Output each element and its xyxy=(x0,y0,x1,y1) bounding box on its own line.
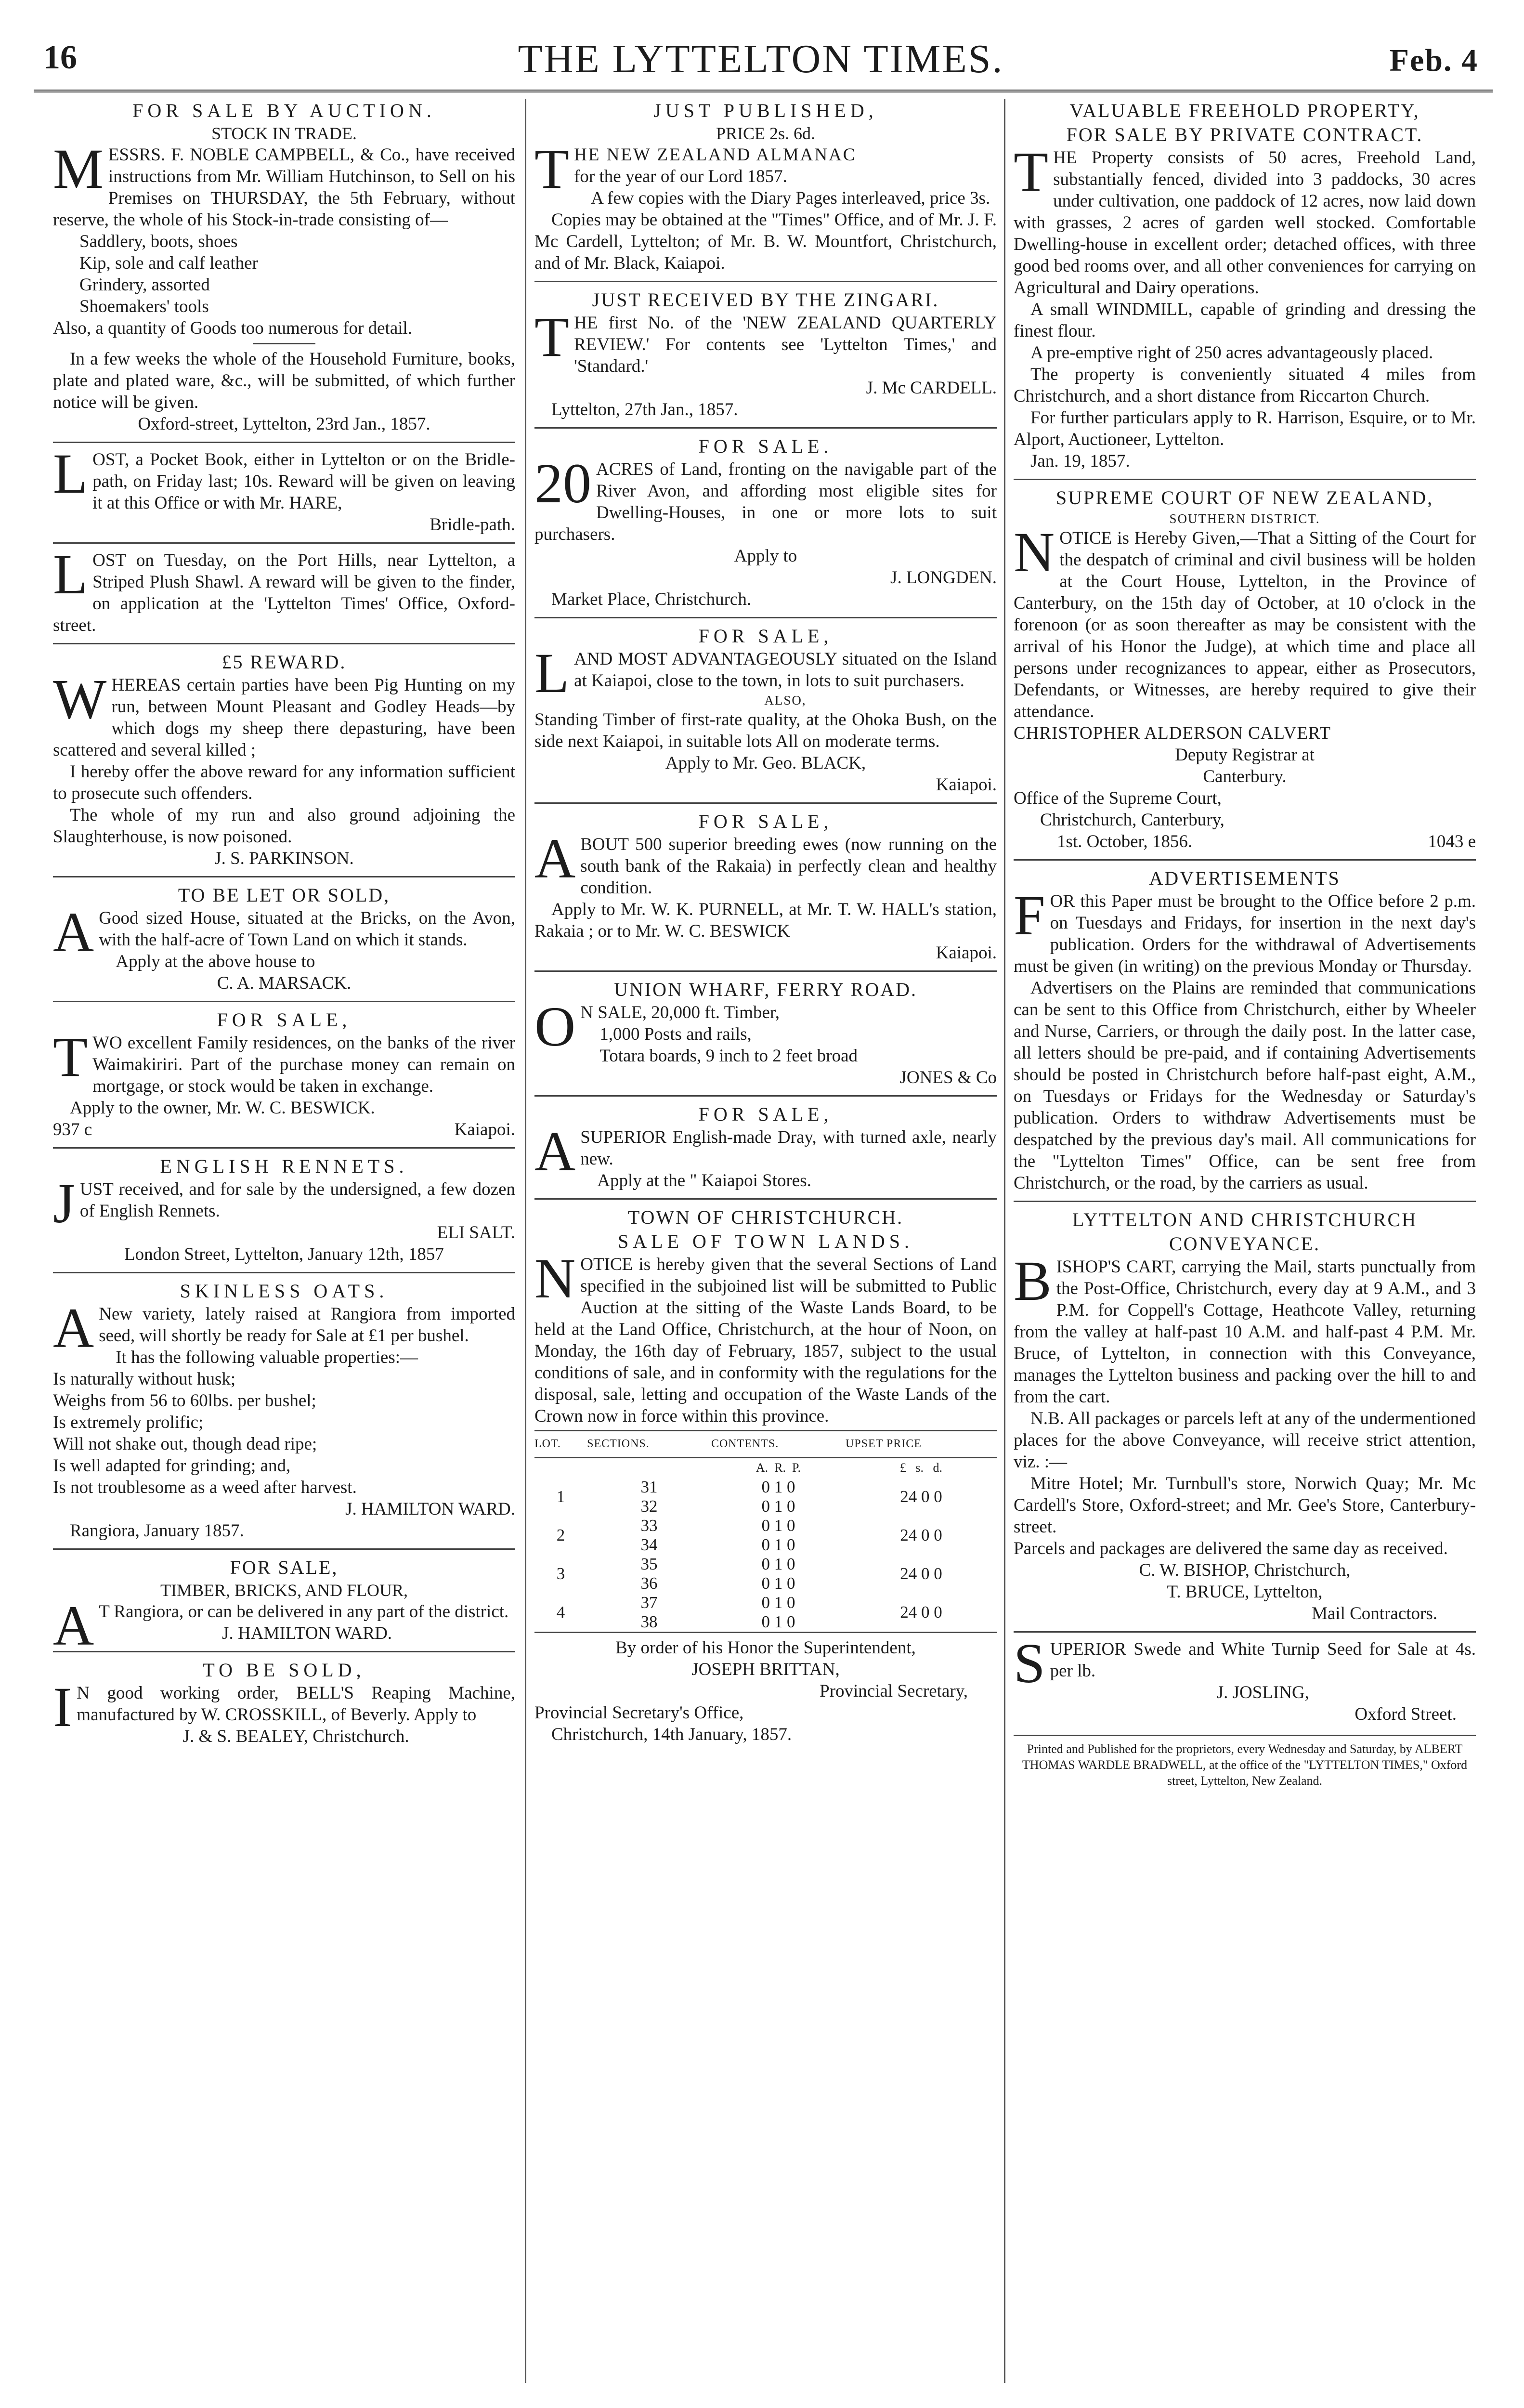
ad-text: Mitre Hotel; Mr. Turnbull's store, Norwich Quay; Mr. Mc Cardell's Store, Oxford-street; and Mr. Gee's Store, Canterbury-street. xyxy=(1014,1474,1476,1537)
ad-text: The whole of my run and also ground adjoining the Slaughterhouse, is now poisoned. xyxy=(53,805,515,847)
ad-body: AND MOST ADVANTAGEOUSLY situated on the Island at Kaiapoi, close to the town, in lots to suit purchasers. xyxy=(574,649,997,691)
ad-union-wharf xyxy=(534,978,997,1088)
ad-body: OR this Paper must be brought to the Office before 2 p.m. on Tuesdays and Fridays, for insertion in the next day's publication. Orders for the withdrawal of Advertisements must be given (in writing) on the previous Monday or Thursday. xyxy=(1014,891,1476,976)
newspaper-title: THE LYTTELTON TIMES. xyxy=(518,37,1004,81)
table-header: UPSET PRICE xyxy=(846,1431,997,1458)
ad-body: UPERIOR Swede and White Turnip Seed for Sale at 4s. per lb. xyxy=(1050,1639,1476,1681)
ad-skinless-oats xyxy=(53,1279,515,1542)
ad-footer: Lyttelton, 27th Jan., 1857. xyxy=(551,400,738,419)
divider xyxy=(1014,1201,1476,1202)
ad-place: Oxford Street. xyxy=(1355,1704,1457,1724)
ad-body: ISHOP'S CART, carrying the Mail, starts punctually from the Post-Office, Christchurch, every day at 9 A.M., and 3 P.M. for Coppell's Cottage, Heathcote Valley, returning from the valley at half-past 10 A.M. and half-past 4 P.M. Mr. Bruce, of Lyttelton, in connection with this Conveyance, manages the Lyttelton business and packing over the hill to and from the cart. xyxy=(1014,1257,1476,1407)
ad-signoff: J. Mc CARDELL. xyxy=(866,378,997,398)
upset-price: 24 0 0 xyxy=(900,1603,942,1622)
table-header: SECTIONS. xyxy=(587,1431,711,1458)
ad-date: 1st. October, 1856. xyxy=(1057,832,1193,851)
list-item: Weighs from 56 to 60lbs. per bushel; xyxy=(53,1391,316,1411)
ad-subheading: TIMBER, BRICKS, AND FLOUR, xyxy=(160,1581,408,1600)
ad-text: In a few weeks the whole of the Household Furniture, books, plate and plated ware, &c., will be submitted, of which further notice will be given. xyxy=(53,349,515,412)
ad-heading: UNION WHARF, FERRY ROAD. xyxy=(614,979,917,1000)
ad-footer: Jan. 19, 1857. xyxy=(1030,451,1130,471)
ad-dray xyxy=(534,1102,997,1191)
ad-heading: £5 REWARD. xyxy=(221,651,347,673)
ad-line: 1,000 Posts and rails, xyxy=(599,1024,752,1044)
ad-place: Kaiapoi. xyxy=(936,943,997,963)
divider xyxy=(53,1001,515,1002)
ad-title-line: HE NEW ZEALAND ALMANAC xyxy=(574,145,857,165)
upset-price: 24 0 0 xyxy=(900,1526,942,1544)
ad-place: Kaiapoi. xyxy=(936,775,997,795)
table-header: LOT. xyxy=(534,1431,587,1458)
divider xyxy=(253,343,315,344)
ad-first-line: ESSRS. F. NOBLE CAMPBELL xyxy=(108,145,350,165)
drop-cap: A xyxy=(53,1296,94,1360)
table-row xyxy=(534,1516,997,1555)
ad-lost-shawl xyxy=(53,543,515,636)
page-number: 16 xyxy=(43,39,77,76)
ad-to-let xyxy=(53,883,515,994)
ad-ref-line xyxy=(53,1119,515,1140)
ad-signoff: J. JOSLING, xyxy=(1216,1683,1309,1702)
ad-heading: JUST PUBLISHED, xyxy=(653,100,878,121)
divider xyxy=(53,643,515,644)
ad-body: HE first No. of the 'NEW ZEALAND QUARTERLY REVIEW.' For contents see 'Lyttelton Times,' and 'Standard.' xyxy=(574,313,997,376)
ad-office: Office of the Supreme Court, xyxy=(1014,788,1222,808)
drop-cap: B xyxy=(1014,1249,1052,1312)
ad-text: The property is conveniently situated 4 miles from Christchurch, and a short distance from Riccarton Church. xyxy=(1014,365,1476,406)
ad-timber-bricks-flour xyxy=(53,1556,515,1657)
list-item: Is well adapted for grinding; and, xyxy=(53,1456,291,1476)
masthead xyxy=(34,34,1488,87)
divider xyxy=(53,1548,515,1550)
ad-ref: 1043 e xyxy=(1428,832,1476,851)
ad-title: Provincial Secretary, xyxy=(820,1681,968,1701)
ad-office: Christchurch, Canterbury, xyxy=(1040,810,1224,830)
issue-date: Feb. 4 xyxy=(1389,43,1478,78)
ad-office: Provincial Secretary's Office, xyxy=(534,1703,744,1723)
ad-text: Also, a quantity of Goods too numerous for detail. xyxy=(53,318,413,338)
ad-heading: FOR SALE, xyxy=(217,1009,352,1031)
section: 38 xyxy=(640,1612,658,1631)
ad-text: For further particulars apply to R. Harrison, Esquire, or to Mr. Alport, Auctioneer, Lyttelton. xyxy=(1014,408,1476,449)
ad-signoff: Mail Contractors. xyxy=(1311,1604,1437,1623)
divider xyxy=(534,1095,997,1097)
table-header-row xyxy=(534,1431,997,1458)
ad-signoff: C. W. BISHOP, Christchurch, xyxy=(1139,1560,1351,1580)
divider xyxy=(53,1651,515,1652)
divider xyxy=(534,617,997,618)
ad-body: N good working order, BELL'S Reaping Machine, manufactured by W. CROSSKILL, of Beverly. Apply to xyxy=(77,1683,515,1725)
ad-heading: FOR SALE, xyxy=(698,625,833,647)
ad-body: , & Co., have received instructions from Mr. William Hutchinson, to Sell on his Premises on THURSDAY, the 5th February, without reserve, the whole of his Stock-in-trade consisting of— xyxy=(53,145,515,230)
unit: d. xyxy=(933,1461,943,1475)
ad-signoff: Oxford-street, Lyttelton, 23rd Jan., 1857. xyxy=(138,414,430,434)
ad-signoff: J. LONGDEN. xyxy=(890,568,997,588)
oats-properties xyxy=(53,1368,515,1498)
divider xyxy=(534,1198,997,1200)
column-1 xyxy=(53,99,515,2402)
drop-cap: A xyxy=(53,901,94,964)
divider xyxy=(53,1272,515,1273)
ad-heading: TOWN OF CHRISTCHURCH. xyxy=(627,1206,904,1228)
ad-text: A few copies with the Diary Pages interleaved, price 3s. xyxy=(591,188,990,208)
table-row xyxy=(534,1478,997,1516)
ad-body: Good sized House, situated at the Bricks, on the Avon, with the half-acre of Town Land on which it stands. xyxy=(99,908,515,950)
ad-residences xyxy=(53,1008,515,1140)
drop-cap: S xyxy=(1014,1632,1045,1695)
ad-text: A small WINDMILL, capable of grinding and dressing the finest flour. xyxy=(1014,300,1476,341)
section: 34 xyxy=(640,1535,658,1554)
ad-auction xyxy=(53,99,515,435)
table-row xyxy=(534,1555,997,1593)
drop-cap: A xyxy=(53,1594,94,1657)
ad-body: BOUT 500 superior breeding ewes (now running on the south bank of the Rakaia) in perfectly clean and healthy condition. xyxy=(580,835,997,898)
unit: P. xyxy=(792,1461,801,1475)
ad-body: T Rangiora, or can be delivered in any part of the district. xyxy=(99,1602,509,1622)
ad-heading: TO BE SOLD, xyxy=(203,1659,365,1681)
ad-signoff: ELI SALT. xyxy=(437,1223,515,1243)
ad-text: Apply to xyxy=(734,546,797,566)
printer-imprint: Printed and Published for the proprietors, every Wednesday and Saturday, by ALBERT THOMAS WARDLE BRADWELL, at the office of the "LYTTELTON TIMES," Oxford street, Lyttelton, New Zealand. xyxy=(1014,1735,1476,1789)
ad-heading: VALUABLE FREEHOLD PROPERTY, xyxy=(1069,100,1420,121)
ad-lost-pocket-book xyxy=(53,442,515,536)
ad-ref-line xyxy=(1014,831,1476,852)
ad-body: SUPERIOR English-made Dray, with turned axle, nearly new. xyxy=(580,1127,997,1169)
divider xyxy=(53,542,515,544)
ad-body: OTICE is hereby given that the several Sections of Land specified in the subjoined list will be submitted to Public Auction at the sitting of the Waste Lands Board, to be held at the Land Office, Christchurch, at the hour of Noon, on Monday, the 16th day of February, 1857, subject to the usual conditions of sale, and in conformity with the regulations for the disposal, sale, letting and occupation of the Waste Lands of the Crown now in force within this province. xyxy=(534,1255,997,1426)
list-item: Grindery, assorted xyxy=(79,275,210,295)
column-rule xyxy=(1004,99,1005,2383)
ad-signoff: J. S. PARKINSON. xyxy=(214,849,354,868)
ad-line: Totara boards, 9 inch to 2 feet broad xyxy=(599,1046,858,1066)
unit: s. xyxy=(915,1461,924,1475)
section: 35 xyxy=(640,1555,658,1573)
ad-heading: SUPREME COURT OF NEW ZEALAND, xyxy=(1055,487,1434,509)
ad-body: OST, a Pocket Book, either in Lyttelton or on the Bridle-path, on Friday last; 10s. Reward will be given on leaving it at this Office or with Mr. HARE, xyxy=(92,450,515,513)
ad-text: Copies may be obtained at the "Times" Office, and of Mr. J. F. Mc Cardell, Lyttelton; of Mr. B. W. Mountfort, Christchurch, and of Mr. Black, Kaiapoi. xyxy=(534,210,997,273)
ad-text: Apply to the owner, Mr. W. C. BESWICK. xyxy=(70,1098,375,1118)
drop-cap: M xyxy=(53,137,104,200)
drop-cap: A xyxy=(534,1120,576,1183)
ad-subheading: PRICE 2s. 6d. xyxy=(716,124,816,143)
ad-body: New variety, lately raised at Rangiora from imported seed, will shortly be ready for Sale at £1 per bushel. xyxy=(99,1304,515,1346)
ad-heading: JUST RECEIVED BY THE ZINGARI. xyxy=(592,289,939,311)
ad-heading: FOR SALE, xyxy=(698,811,833,832)
drop-cap: T xyxy=(534,137,570,200)
divider xyxy=(534,970,997,972)
lots-table xyxy=(534,1430,997,1633)
drop-cap: J xyxy=(53,1172,75,1235)
ad-signoff: CHRISTOPHER ALDERSON CALVERT xyxy=(1014,723,1331,743)
ad-subheading: FOR SALE BY PRIVATE CONTRACT. xyxy=(1066,124,1423,145)
ad-heading: FOR SALE, xyxy=(230,1557,339,1578)
divider xyxy=(1014,859,1476,861)
ad-heading: ENGLISH RENNETS. xyxy=(160,1155,408,1177)
ad-body: WO excellent Family residences, on the banks of the river Waimakiriri. Part of the purchase money can remain on mortgage, or stock would be taken in exchange. xyxy=(92,1033,515,1096)
divider xyxy=(53,442,515,443)
ad-ref: 937 c xyxy=(53,1120,92,1139)
ad-heading: FOR SALE BY AUCTION. xyxy=(132,100,436,121)
ad-conveyance xyxy=(1014,1208,1476,1624)
contents: 0 1 0 xyxy=(761,1516,795,1535)
ad-heading: FOR SALE. xyxy=(698,435,833,457)
ad-ewes xyxy=(534,810,997,964)
ad-text: Parcels and packages are delivered the same day as received. xyxy=(1014,1539,1448,1558)
ad-heading: ADVERTISEMENTS xyxy=(1149,867,1341,889)
ad-text: Apply at the above house to xyxy=(116,952,315,971)
drop-cap: I xyxy=(53,1675,72,1739)
contents: 0 1 0 xyxy=(761,1593,795,1612)
drop-cap: T xyxy=(534,305,570,368)
divider xyxy=(53,1147,515,1149)
drop-cap: N xyxy=(1014,521,1055,584)
ad-reward xyxy=(53,650,515,869)
drop-cap: L xyxy=(534,641,570,705)
ad-text: A pre-emptive right of 250 acres advantageously placed. xyxy=(1030,343,1433,363)
ad-signoff: J. HAMILTON WARD. xyxy=(222,1623,392,1643)
list-item: Is not troublesome as a weed after harvest. xyxy=(53,1478,357,1497)
ad-place: Kaiapoi. xyxy=(454,1120,515,1139)
drop-cap: L xyxy=(53,543,88,606)
lot-number: 3 xyxy=(556,1564,565,1583)
lot-number: 1 xyxy=(556,1487,565,1506)
ad-title: Deputy Registrar at xyxy=(1175,745,1315,765)
masthead-rule xyxy=(34,90,1493,96)
ad-advertisements-notice xyxy=(1014,866,1476,1194)
contents: 0 1 0 xyxy=(761,1612,795,1631)
ad-body: HE Property consists of 50 acres, Freehold Land, substantially fenced, divided into 3 paddocks, 30 acres under cultivation, one paddock of 12 acres, now laid down with grasses, 2 acres of garden well stocked. Comfortable Dwelling-house in excellent order; detached offices, with three good bed rooms over, and all other conveniences for carrying on Agricultural and Dairy operations. xyxy=(1014,148,1476,298)
ad-signoff: JOSEPH BRITTAN, xyxy=(691,1660,840,1679)
ad-subheading: CONVEYANCE. xyxy=(1169,1233,1321,1255)
drop-cap: W xyxy=(53,667,107,731)
ad-signoff: JONES & Co xyxy=(899,1068,997,1087)
ad-body: UST received, and for sale by the undersigned, a few dozen of English Rennets. xyxy=(79,1179,515,1221)
upset-price: 24 0 0 xyxy=(900,1564,942,1583)
drop-cap: O xyxy=(534,995,576,1058)
unit: £ xyxy=(899,1461,906,1475)
ad-heading: TO BE LET OR SOLD, xyxy=(178,884,391,906)
divider xyxy=(1014,1631,1476,1633)
ad-text: Apply to Mr. Geo. BLACK, xyxy=(665,753,866,773)
ad-turnip-seed xyxy=(1014,1632,1476,1725)
ad-almanac xyxy=(534,99,997,274)
ad-signoff: T. BRUCE, Lyttelton, xyxy=(1167,1582,1323,1602)
ad-zingari xyxy=(534,288,997,420)
drop-cap: A xyxy=(534,827,576,890)
contents: 0 1 0 xyxy=(761,1555,795,1573)
ad-footer: Christchurch, 14th January, 1857. xyxy=(551,1725,792,1744)
ad-text: Advertisers on the Plains are reminded that communications can be sent to this Office from Christchurch, either by Wheeler and Nurse, Carriers, or through the daily post. In the latter case, all letters should be pre-paid, and if containing Advertisements should be posted in Christchurch before half-past eight, A.M., on Tuesdays or Fridays for the Wednesday or Saturday's publication. Orders to withdraw Advertisements must be despatched by the previous day's mail. All communications for the "Lyttelton Times" Office, can be sent free from Christchurch, or the road, by the carriers as usual. xyxy=(1014,978,1476,1193)
ad-signoff: C. A. MARSACK. xyxy=(217,973,352,993)
list-item: Saddlery, boots, shoes xyxy=(79,232,238,251)
contents: 0 1 0 xyxy=(761,1535,795,1554)
divider xyxy=(534,281,997,282)
table-row xyxy=(534,1593,997,1633)
ad-signoff: J. & S. BEALEY, Christchurch. xyxy=(182,1727,409,1746)
contents: 0 1 0 xyxy=(761,1478,795,1496)
divider xyxy=(53,876,515,877)
ad-text: Apply to Mr. W. K. PURNELL, at Mr. T. W. HALL's station, Rakaia ; or to Mr. W. C. BESWICK xyxy=(534,900,997,941)
ad-body: N SALE, 20,000 ft. Timber, xyxy=(580,1003,780,1022)
ad-kaiapoi-land xyxy=(534,624,997,796)
upset-price: 24 0 0 xyxy=(900,1487,942,1506)
unit: A. xyxy=(755,1461,769,1475)
ad-text: N.B. All packages or parcels left at any of the undermentioned places for the above Conveyance, will receive strict attention, viz. :— xyxy=(1014,1409,1476,1472)
unit: R. xyxy=(774,1461,786,1475)
ad-twenty-acres xyxy=(534,434,997,610)
units-row xyxy=(534,1458,997,1478)
divider xyxy=(534,802,997,804)
drop-cap: L xyxy=(53,442,88,505)
ad-heading: SKINLESS OATS. xyxy=(180,1280,389,1302)
column-2 xyxy=(534,99,997,2402)
lot-number: 4 xyxy=(556,1603,565,1622)
drop-cap: 20 xyxy=(534,452,591,515)
ad-body: OST on Tuesday, on the Port Hills, near Lyttelton, a Striped Plush Shawl. A reward will be given to the finder, on application at the 'Lyttelton Times' Office, Oxford-street. xyxy=(53,550,515,635)
section: 31 xyxy=(640,1478,658,1496)
ad-subheading: SALE OF TOWN LANDS. xyxy=(618,1230,913,1252)
column-3 xyxy=(1014,99,1476,2402)
column-rule xyxy=(525,99,526,2383)
ad-heading: LYTTELTON AND CHRISTCHURCH xyxy=(1072,1209,1418,1230)
list-item: Is naturally without husk; xyxy=(53,1369,236,1389)
divider xyxy=(1014,479,1476,480)
section: 37 xyxy=(640,1593,658,1612)
ad-heading: FOR SALE, xyxy=(698,1103,833,1125)
lot-number: 2 xyxy=(556,1526,565,1544)
contents: 0 1 0 xyxy=(761,1574,795,1593)
list-item: Is extremely prolific; xyxy=(53,1413,204,1432)
drop-cap: F xyxy=(1014,884,1045,947)
ad-text: I hereby offer the above reward for any information sufficient to prosecute such offenders. xyxy=(53,762,515,803)
contents: 0 1 0 xyxy=(761,1497,795,1516)
section: 36 xyxy=(640,1574,658,1593)
list-item: Shoemakers' tools xyxy=(79,297,209,316)
table-header: CONTENTS. xyxy=(711,1431,846,1458)
ad-text: Standing Timber of first-rate quality, at the Ohoka Bush, on the side next Kaiapoi, in suitable lots All on moderate terms. xyxy=(534,710,997,751)
ad-signoff: Bridle-path. xyxy=(430,515,515,535)
ad-body: for the year of our Lord 1857. xyxy=(574,167,787,186)
list-item: Will not shake out, though dead ripe; xyxy=(53,1434,317,1454)
drop-cap: N xyxy=(534,1247,576,1310)
ad-body: OTICE is Hereby Given,—That a Sitting of the Court for the despatch of criminal and civil business will be holden at the Court House, Lyttelton, in the Province of Canterbury, on the 15th day of October, at 10 o'clock in the forenoon (or as soon thereafter as may be consistent with the arrival of his Honor the Judge), at which time and place all persons under recognizances to appear, either as Prosecutors, Defendants, or Witnesses, are hereby required to give their attendance. xyxy=(1014,528,1476,721)
ad-town-lands xyxy=(534,1205,997,1745)
ad-rennets xyxy=(53,1154,515,1265)
drop-cap: T xyxy=(1014,140,1049,203)
stock-list xyxy=(53,231,515,317)
ad-reaping-machine xyxy=(53,1658,515,1747)
ad-freehold-property xyxy=(1014,99,1476,472)
ad-footer: Rangiora, January 1857. xyxy=(70,1521,244,1541)
drop-cap: T xyxy=(53,1025,88,1088)
ad-footer: London Street, Lyttelton, January 12th, 1857 xyxy=(124,1244,444,1264)
ad-also: ALSO, xyxy=(764,693,807,707)
ad-signoff: J. HAMILTON WARD. xyxy=(345,1499,515,1519)
ad-text: Apply at the " Kaiapoi Stores. xyxy=(597,1171,811,1191)
ad-footer: Market Place, Christchurch. xyxy=(551,589,752,609)
ad-body: HEREAS certain parties have been Pig Hunting on my run, between Mount Pleasant and Godley Heads—by which dogs my sheep there depasturing, have been scattered and several killed ; xyxy=(53,675,515,760)
ad-supreme-court xyxy=(1014,486,1476,852)
ad-subheading: STOCK IN TRADE. xyxy=(211,124,357,143)
ad-body: ACRES of Land, fronting on the navigable part of the River Avon, and affording most eligible sites for Dwelling-Houses, in one or more lots to suit purchasers. xyxy=(534,459,997,544)
divider xyxy=(534,427,997,429)
section: 32 xyxy=(640,1497,658,1516)
ad-text: By order of his Honor the Superintendent, xyxy=(615,1638,916,1658)
ad-title: Canterbury. xyxy=(1203,767,1287,786)
section: 33 xyxy=(640,1516,658,1535)
list-item: Kip, sole and calf leather xyxy=(79,253,258,273)
ad-subheading: SOUTHERN DISTRICT. xyxy=(1169,511,1320,526)
ad-text: It has the following valuable properties:— xyxy=(116,1348,418,1367)
